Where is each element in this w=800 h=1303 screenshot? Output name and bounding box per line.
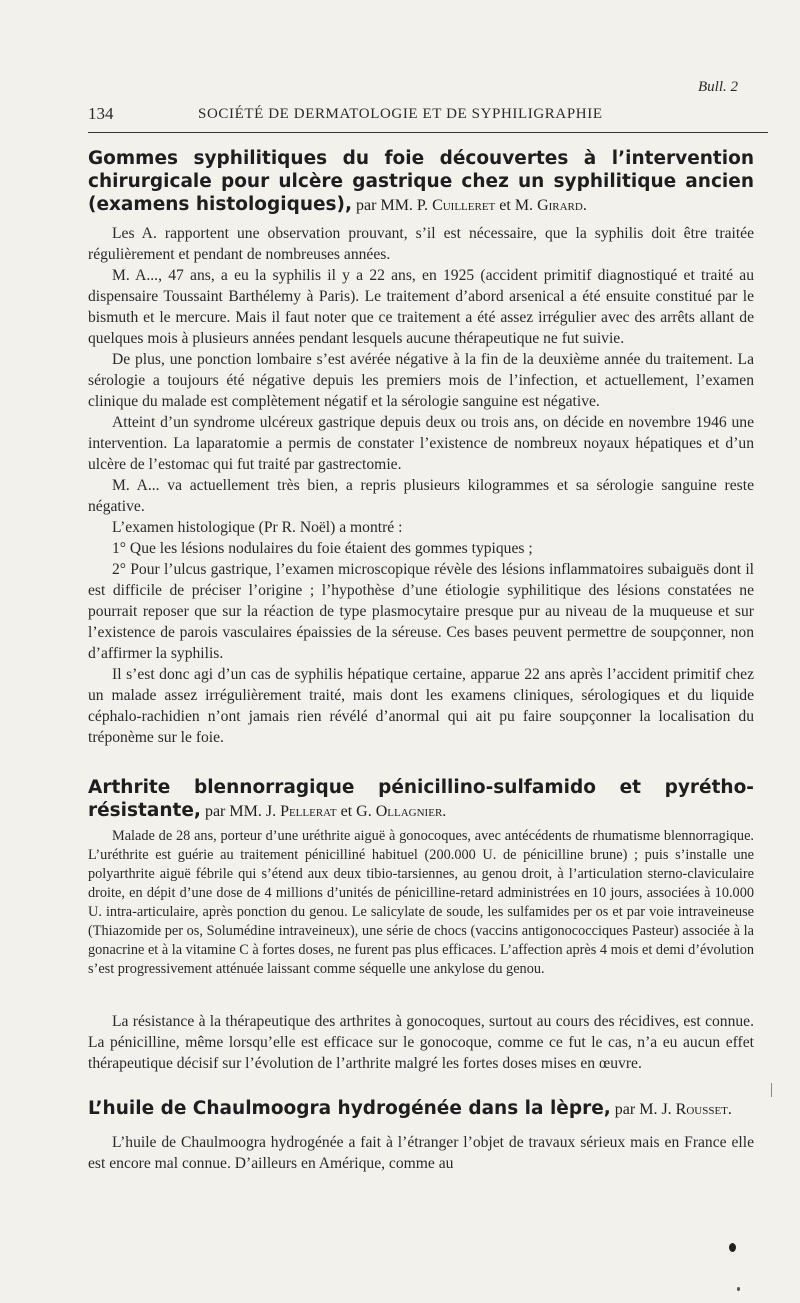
bulletin-note: Bull. 2	[698, 79, 738, 95]
byline-mid: et G.	[336, 803, 376, 820]
paragraph: Il s’est donc agi d’un cas de syphilis hépatique certaine, apparue 22 ans après l’accident primitif chez un malade assez irrégulièrement traité, mais dont les examens cliniques, sérologiques et du liquide céphalo-rachidien n’ont jamais rien révélé d’anormal qui ait pu faire soupçonner la localisation du tréponème sur le foie.	[88, 666, 754, 746]
case-report-paragraph: Malade de 28 ans, porteur d’une uréthrite aiguë à gonocoques, avec antécédents de rhumatisme blennorragique. L’uréthrite est guérie au traitement pénicilliné habituel (200.000 U. de pénicilline brune) ; puis s’installe une polyarthrite aiguë fébrile qui s’étend aux deux tibio-tarsiennes, au genou droit, à l’articulation sterno-claviculaire droite, en dépit d’une dose de 4 millions d’unités de pénicilline-retard administrées en 10 jours, associées à 10.000 U. intra-articulaire, après ponction du genou. Le salicylate de soude, les sulfamides per os et par voie intraveineuse (Thiazomide per os, Solumédine intraveineux), une série de chocs (vaccins antigonococciques Pasteur) associée à la gonacrine et à la vitamine C à fortes doses, ne furent pas plus efficaces. L’affection après 4 mois et demi d’évolution s’est progressivement atténuée laissant comme séquelle une ankylose du genou.	[88, 828, 754, 977]
margin-mark	[771, 1083, 772, 1097]
article-1-byline	[352, 197, 587, 214]
author-name: Cuilleret	[432, 197, 496, 214]
article-3	[88, 1097, 754, 1121]
paragraph: Les A. rapportent une observation prouvant, s’il est nécessaire, que la syphilis doit être traitée régulièrement et pendant de nombreuses années.	[88, 225, 754, 263]
author-name: Rousset	[675, 1101, 728, 1118]
paragraph: De plus, une ponction lombaire s’est avérée négative à la fin de la deuxième année du traitement. La sérologie a toujours été négative depuis les premiers mois de l’infection, et actuellement, l’examen clinique du malade est complètement négatif et la sérologie sanguine est négative.	[88, 351, 754, 410]
paragraph: M. A... va actuellement très bien, a repris plusieurs kilogrammes et sa sérologie sanguine reste négative.	[88, 477, 754, 515]
ink-spot	[737, 1287, 740, 1291]
ink-spot	[729, 1243, 736, 1252]
article-2-body	[88, 827, 754, 979]
author-name: Girard	[537, 197, 583, 214]
byline-mid: et M.	[495, 197, 538, 214]
article-1-heading	[88, 147, 754, 217]
article-2-heading	[88, 776, 754, 823]
article-3-body	[88, 1132, 754, 1174]
article-2-byline	[201, 803, 446, 820]
article-2	[88, 776, 754, 823]
article-1-title: Gommes syphilitiques du foie découvertes à l’intervention chirurgicale pour ulcère gastrique chez un syphilitique ancien (examens histologiques),	[88, 148, 754, 215]
byline-prefix: par MM. P.	[352, 197, 433, 214]
article-1	[88, 147, 754, 217]
byline-prefix: par M. J.	[610, 1101, 676, 1118]
paragraph: 2° Pour l’ulcus gastrique, l’examen microscopique révèle des lésions inflammatoires subaiguës dont il est difficile de préciser l’origine ; l’hypothèse d’une étiologie syphilitique des lésions constatées ne pourrait reposer que sur la réaction de type plasmocytaire presque pur au niveau de la muqueuse et sur l’existence de parois vasculaires épaissies de la séreuse. Ces bases peuvent permettre de soupçonner, non d’affirmer la syphilis.	[88, 561, 754, 662]
author-name: Ollagnier	[375, 803, 443, 820]
article-2-title: Arthrite blennorragique pénicillino-sulfamido et pyrétho-résistante,	[88, 777, 754, 821]
article-3-title: L’huile de Chaulmoogra hydrogénée dans la lèpre,	[88, 1098, 611, 1119]
paragraph: Atteint d’un syndrome ulcéreux gastrique depuis deux ou trois ans, on décide en novembre 1946 une intervention. La laparatomie a permis de constater l’existence de nombreux noyaux hépatiques et d’un ulcère de l’estomac qui fut traité par gastrectomie.	[88, 414, 754, 473]
byline-end: .	[442, 803, 447, 820]
page-number: 134	[88, 104, 114, 123]
article-3-byline	[611, 1101, 732, 1118]
running-title: SOCIÉTÉ DE DERMATOLOGIE ET DE SYPHILIGRAPHIE	[198, 106, 603, 122]
paragraph: L’examen histologique (Pr R. Noël) a montré :	[112, 519, 403, 536]
paragraph: L’huile de Chaulmoogra hydrogénée a fait à l’étranger l’objet de travaux sérieux mais en France elle est encore mal connue. D’ailleurs en Amérique, comme au	[88, 1134, 754, 1172]
article-2-discussion	[88, 1011, 754, 1074]
article-1-body	[88, 223, 754, 748]
paragraph: La résistance à la thérapeutique des arthrites à gonocoques, surtout au cours des récidives, est connue. La pénicilline, même lorsqu’elle est efficace sur le gonocoque, comme ce fut le cas, n’a eu aucun effet thérapeutique décisif sur l’évolution de l’arthrite malgré les fortes doses mises en œuvre.	[88, 1013, 754, 1072]
byline-prefix: par MM. J.	[200, 803, 281, 820]
author-name: Pellerat	[280, 803, 337, 820]
header-rule	[88, 132, 768, 133]
byline-end: .	[582, 197, 587, 214]
paragraph: M. A..., 47 ans, a eu la syphilis il y a 22 ans, en 1925 (accident primitif diagnostiqué et traité au dispensaire Toussaint Barthélemy à Paris). Le traitement d’abord arsenical a été ensuite constitué par le bismuth et le mercure. Mais il faut noter que ce traitement a été assez irrégulier avec des arrêts allant de quelques mois à plusieurs années pendant lesquels aucune thérapeutique ne fut suivie.	[88, 267, 754, 347]
article-3-heading	[88, 1097, 754, 1121]
paragraph: 1° Que les lésions nodulaires du foie étaient des gommes typiques ;	[112, 540, 533, 557]
byline-end: .	[727, 1101, 732, 1118]
